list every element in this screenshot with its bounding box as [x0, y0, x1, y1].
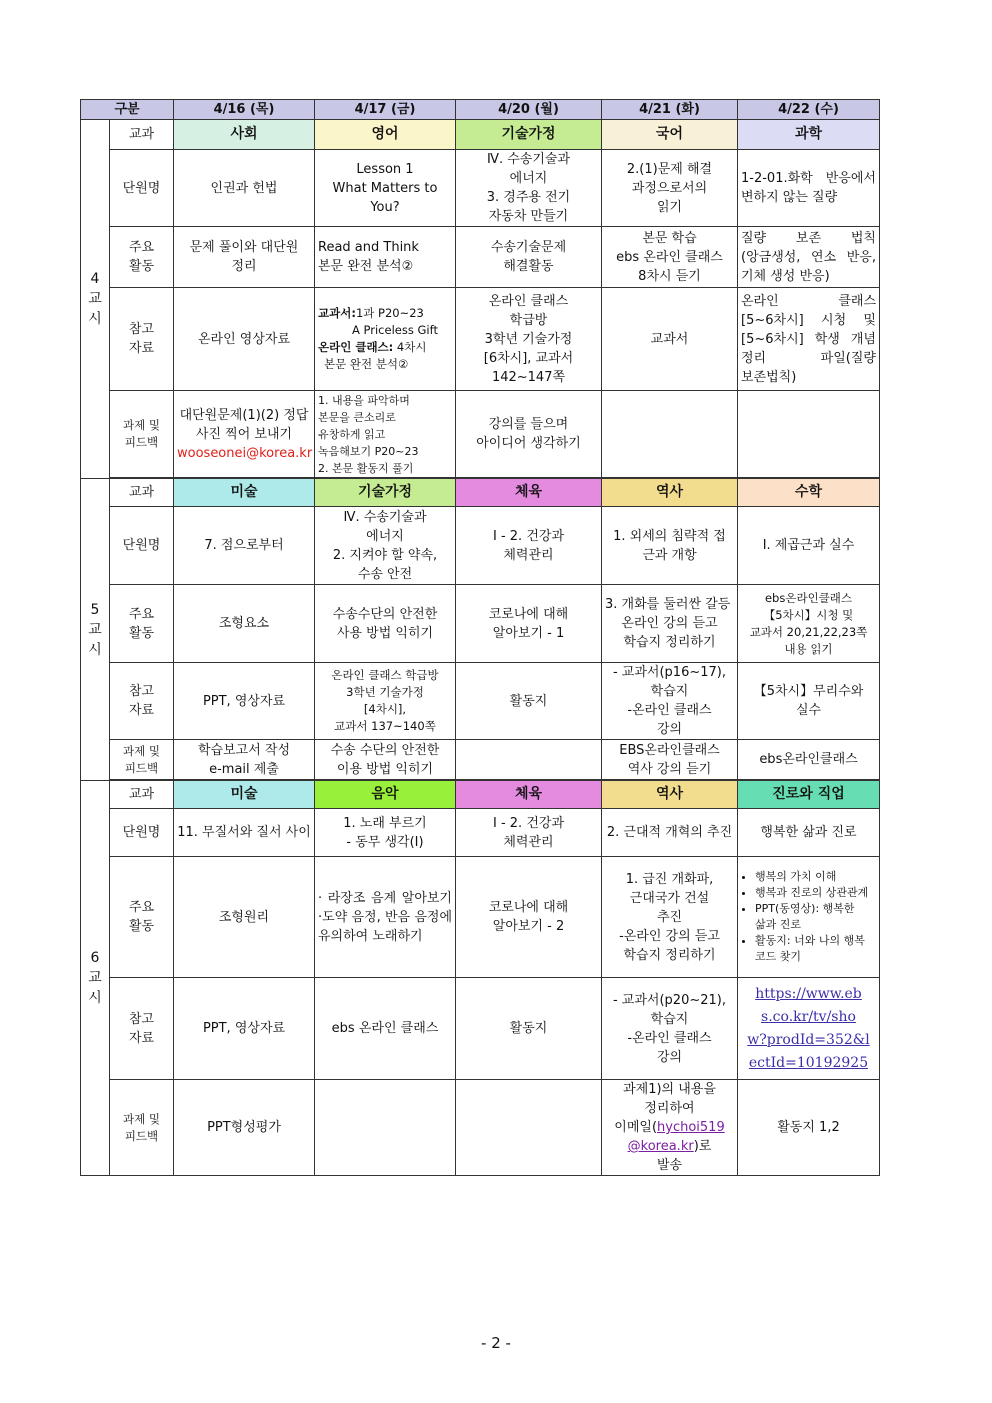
row-label-material: 참고 자료	[110, 288, 174, 391]
activity-cell: 본문 학습 ebs 온라인 클래스 8차시 듣기	[602, 227, 738, 288]
subject-cell: 기술가정	[315, 479, 456, 507]
period-label: 4 교 시	[81, 120, 110, 479]
date-header: 4/17 (금)	[315, 100, 456, 120]
row-label-feedback: 과제 및 피드백	[110, 1080, 174, 1176]
subject-row	[81, 781, 880, 809]
activity-row	[81, 227, 880, 288]
feedback-cell: 1. 내용을 파악하며 본문을 큰소리로 유창하게 읽고 녹음해보기 P20~23 2. 본문 활동지 풀기	[315, 391, 456, 478]
unit-row	[81, 150, 880, 227]
feedback-cell: 강의를 들으며 아이디어 생각하기	[456, 391, 602, 478]
subject-cell: 과학	[738, 120, 880, 150]
feedback-cell	[456, 740, 602, 780]
row-label-activity: 주요 활동	[110, 227, 174, 288]
unit-cell: 11. 무질서와 질서 사이	[174, 809, 315, 857]
career-activity-list	[741, 869, 876, 965]
activity-cell: ebs온라인클래스 【5차시】시청 및 교과서 20,21,22,23쪽 내용 읽기	[738, 585, 880, 663]
activity-cell: 1. 급진 개화파, 근대국가 건설 추진 -온라인 강의 듣고 학습지 정리하기	[602, 857, 738, 978]
subject-cell: 영어	[315, 120, 456, 150]
feedback-row	[81, 740, 880, 780]
activity-cell: 조형요소	[174, 585, 315, 663]
unit-cell: 1. 외세의 침략적 접 근과 개항	[602, 507, 738, 585]
material-row	[81, 978, 880, 1080]
ebs-link[interactable]: https://www.eb s.co.kr/tv/sho w?prodId=352&l ectId=10192925	[747, 985, 870, 1071]
row-label-feedback: 과제 및 피드백	[110, 740, 174, 780]
material-cell: 온라인 영상자료	[174, 288, 315, 391]
page-number: - 2 -	[481, 1334, 511, 1352]
material-cell: ebs 온라인 클래스	[315, 978, 456, 1080]
row-label-activity: 주요 활동	[110, 585, 174, 663]
row-label-feedback: 과제 및 피드백	[110, 391, 174, 478]
list-item: • 행복과 진로의 상관관계	[755, 885, 876, 901]
feedback-row	[81, 391, 880, 478]
unit-cell: Ⅰ - 2. 건강과 체력관리	[456, 809, 602, 857]
feedback-row	[81, 1080, 880, 1176]
row-label-material: 참고 자료	[110, 978, 174, 1080]
feedback-cell	[602, 391, 738, 478]
row-label-unit: 단원명	[110, 809, 174, 857]
row-label-unit: 단원명	[110, 150, 174, 227]
activity-cell: 코로나에 대해 알아보기 - 1	[456, 585, 602, 663]
date-header: 4/21 (화)	[602, 100, 738, 120]
row-label-activity: 주요 활동	[110, 857, 174, 978]
header-row	[81, 100, 880, 120]
subject-cell: 역사	[602, 781, 738, 809]
date-header: 4/16 (목)	[174, 100, 315, 120]
unit-cell: Ⅳ. 수송기술과 에너지 2. 지켜야 할 약속, 수송 안전	[315, 507, 456, 585]
subject-cell: 역사	[602, 479, 738, 507]
material-cell: PPT, 영상자료	[174, 663, 315, 740]
date-header: 4/20 (월)	[456, 100, 602, 120]
subject-row	[81, 479, 880, 507]
subject-row	[81, 120, 880, 150]
subject-cell: 체육	[456, 479, 602, 507]
material-cell: PPT, 영상자료	[174, 978, 315, 1080]
feedback-cell: ebs온라인클래스	[738, 740, 880, 780]
activity-cell: 조형원리	[174, 857, 315, 978]
activity-row	[81, 585, 880, 663]
material-row	[81, 663, 880, 740]
feedback-cell: 대단원문제(1)(2) 정답 사진 찍어 보내기 wooseonei@korea.kr	[174, 391, 315, 478]
subject-cell: 국어	[602, 120, 738, 150]
unit-cell: 인권과 헌법	[174, 150, 315, 227]
feedback-cell: 과제1)의 내용을 정리하여 이메일(hychoi519 @korea.kr)로 발송	[602, 1080, 738, 1176]
activity-cell: 질량 보존 법칙(앙금생성, 연소 반응, 기체 생성 반응)	[738, 227, 880, 288]
unit-cell: Ⅰ. 제곱근과 실수	[738, 507, 880, 585]
material-cell: 온라인 클래스 학급방 3학년 기술가정 [4차시], 교과서 137~140쪽	[315, 663, 456, 740]
schedule-table	[80, 99, 880, 1176]
unit-row	[81, 809, 880, 857]
material-cell: 활동지	[456, 978, 602, 1080]
subject-cell: 음악	[315, 781, 456, 809]
row-label-material: 참고 자료	[110, 663, 174, 740]
subject-cell: 체육	[456, 781, 602, 809]
email-link[interactable]: hychoi519	[657, 1120, 725, 1135]
row-label-subject: 교과	[110, 781, 174, 809]
activity-cell: 수송기술문제 해결활동	[456, 227, 602, 288]
period-label: 5 교 시	[81, 479, 110, 781]
feedback-cell: 활동지 1,2	[738, 1080, 880, 1176]
unit-cell: Ⅳ. 수송기술과 에너지 3. 경주용 전기 자동차 만들기	[456, 150, 602, 227]
unit-cell: Lesson 1 What Matters to You?	[315, 150, 456, 227]
feedback-cell: 수송 수단의 안전한 이용 방법 익히기	[315, 740, 456, 780]
activity-cell: 3. 개화를 둘러싼 갈등 온라인 강의 듣고 학습지 정리하기	[602, 585, 738, 663]
material-cell	[738, 978, 880, 1080]
activity-cell: 문제 풀이와 대단원 정리	[174, 227, 315, 288]
header-label: 구분	[81, 100, 174, 120]
feedback-cell	[315, 1080, 456, 1176]
feedback-cell: PPT형성평가	[174, 1080, 315, 1176]
subject-cell: 미술	[174, 479, 315, 507]
material-cell: 교과서:1과 P20~23 A Priceless Gift 온라인 클래스: 4차시 본문 완전 분석②	[315, 288, 456, 391]
unit-cell: Ⅰ - 2. 건강과 체력관리	[456, 507, 602, 585]
activity-cell: 코로나에 대해 알아보기 - 2	[456, 857, 602, 978]
unit-cell: 1. 노래 부르기 - 동무 생각(Ⅰ)	[315, 809, 456, 857]
unit-cell: 1-2-01.화학 반응에서 변하지 않는 질량	[738, 150, 880, 227]
subject-cell: 기술가정	[456, 120, 602, 150]
row-label-subject: 교과	[110, 479, 174, 507]
material-cell: 활동지	[456, 663, 602, 740]
row-label-unit: 단원명	[110, 507, 174, 585]
material-cell: - 교과서(p16~17), 학습지 -온라인 클래스 강의	[602, 663, 738, 740]
unit-cell: 7. 점으로부터	[174, 507, 315, 585]
unit-row	[81, 507, 880, 585]
list-item: • 활동지: 너와 나의 행복 코드 찾기	[755, 933, 876, 965]
material-cell: 【5차시】무리수와 실수	[738, 663, 880, 740]
feedback-cell: EBS온라인클래스 역사 강의 듣기	[602, 740, 738, 780]
email-link[interactable]: wooseonei@korea.kr	[177, 445, 313, 461]
material-row	[81, 288, 880, 391]
material-cell: - 교과서(p20~21), 학습지 -온라인 클래스 강의	[602, 978, 738, 1080]
feedback-cell	[456, 1080, 602, 1176]
activity-cell: · 라장조 음계 알아보기 ·도약 음정, 반음 음정에 유의하여 노래하기	[315, 857, 456, 978]
subject-cell: 미술	[174, 781, 315, 809]
unit-cell: 2. 근대적 개혁의 추진	[602, 809, 738, 857]
email-link[interactable]: @korea.kr	[627, 1139, 694, 1154]
list-item: • PPT(동영상): 행복한 삶과 진로	[755, 901, 876, 933]
period-label: 6 교 시	[81, 781, 110, 1176]
list-item: • 행복의 가치 이해	[755, 869, 876, 885]
activity-row	[81, 857, 880, 978]
date-header: 4/22 (수)	[738, 100, 880, 120]
subject-cell: 수학	[738, 479, 880, 507]
unit-cell: 행복한 삶과 진로	[738, 809, 880, 857]
subject-cell: 진로와 직업	[738, 781, 880, 809]
material-cell: 온라인 클래스 학급방 3학년 기술가정 [6차시], 교과서 142~147쪽	[456, 288, 602, 391]
material-cell: 온라인 클래스 [5~6차시] 시청 및 [5~6차시] 학생 개념 정리 파일(질량 보존법칙)	[738, 288, 880, 391]
activity-cell: Read and Think 본문 완전 분석②	[315, 227, 456, 288]
material-cell: 교과서	[602, 288, 738, 391]
activity-cell	[738, 857, 880, 978]
feedback-cell: 학습보고서 작성 e-mail 제출	[174, 740, 315, 780]
row-label-subject: 교과	[110, 120, 174, 150]
feedback-cell	[738, 391, 880, 478]
activity-cell: 수송수단의 안전한 사용 방법 익히기	[315, 585, 456, 663]
subject-cell: 사회	[174, 120, 315, 150]
unit-cell: 2.(1)문제 해결 과정으로서의 읽기	[602, 150, 738, 227]
